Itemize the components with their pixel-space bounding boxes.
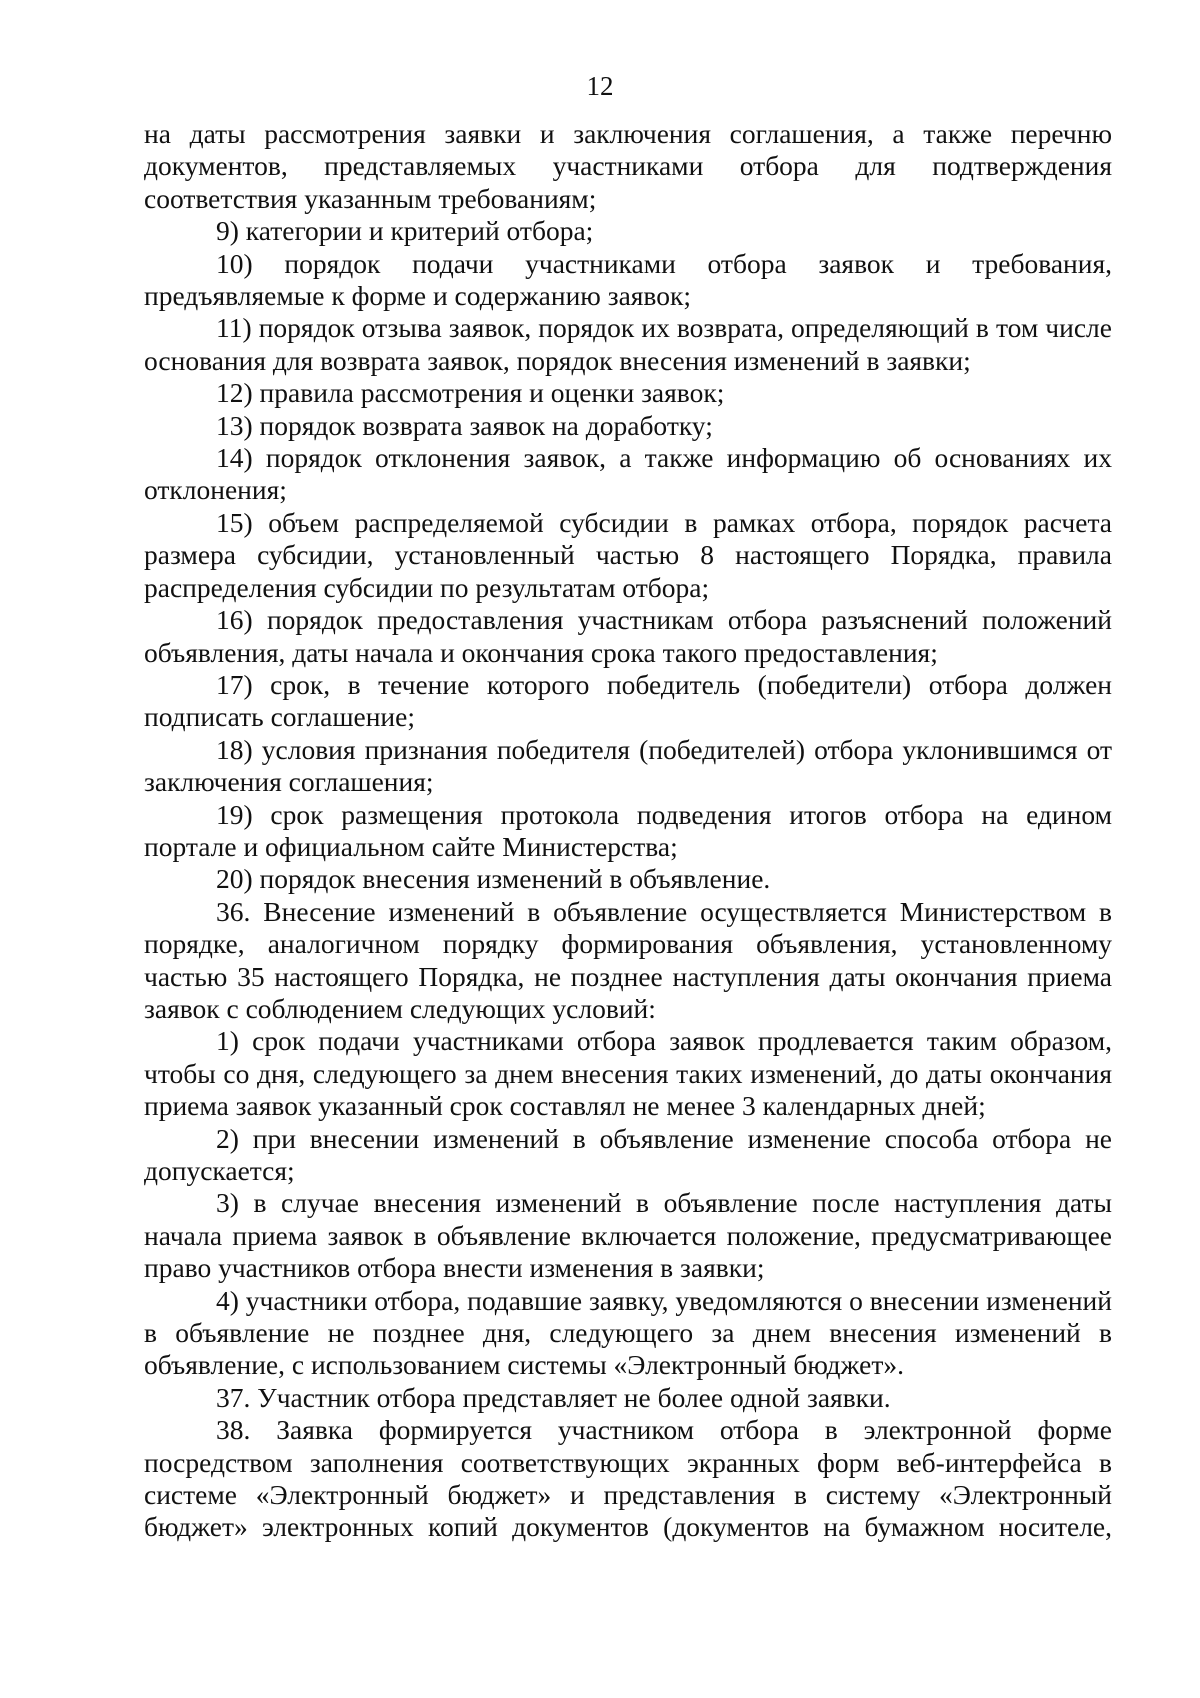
list-item-16: 16) порядок предоставления участникам отбора разъяснений положений объявления, даты начала и окончания срока такого предоставления; xyxy=(144,604,1112,668)
list-item-19: 19) срок размещения протокола подведения итогов отбора на едином портале и официальном сайте Министерства; xyxy=(144,798,1112,862)
list-item-13: 13) порядок возврата заявок на доработку; xyxy=(216,409,713,441)
condition-4: 4) участники отбора, подавшие заявку, уведомляются о внесении изменений в объявление не позднее дня, следующего за днем внесения изменений в объявление, с использованием системы «Электронный бюджет». xyxy=(144,1284,1112,1381)
section-37: 37. Участник отбора представляет не более одной заявки. xyxy=(216,1381,891,1413)
section-36: 36. Внесение изменений в объявление осуществляется Министерством в порядке, аналогичном порядку формирования объявления, установленному частью 35 настоящего Порядка, не позднее наступления даты окончания приема заявок с соблюдением следующих условий: xyxy=(144,895,1112,1024)
paragraph-continuation: на даты рассмотрения заявки и заключения соглашения, а также перечню документов, представляемых участниками отбора для подтверждения соответствия указанным требованиям; xyxy=(144,118,1112,214)
list-item-17: 17) срок, в течение которого победитель (победители) отбора должен подписать соглашение; xyxy=(144,668,1112,733)
condition-2: 2) при внесении изменений в объявление изменение способа отбора не допускается; xyxy=(144,1122,1112,1186)
list-item-9: 9) категории и критерий отбора; xyxy=(216,215,594,247)
page-number: 12 xyxy=(586,71,614,101)
list-item-11: 11) порядок отзыва заявок, порядок их возврата, определяющий в том числе основания для возврата заявок, порядок внесения изменений в заявки; xyxy=(144,312,1112,376)
list-item-10: 10) порядок подачи участниками отбора заявок и требования, предъявляемые к форме и содержанию заявок; xyxy=(144,247,1112,312)
list-item-15: 15) объем распределяемой субсидии в рамках отбора, порядок расчета размера субсидии, установленный частью 8 настоящего Порядка, правила распределения субсидии по результатам отбора; xyxy=(144,506,1112,603)
list-item-20: 20) порядок внесения изменений в объявление. xyxy=(216,863,771,895)
condition-3: 3) в случае внесения изменений в объявление после наступления даты начала приема заявок в объявление включается положение, предусматривающее право участников отбора внести изменения в заявки; xyxy=(144,1187,1112,1284)
section-38: 38. Заявка формируется участником отбора в электронной форме посредством заполнения соответствующих экранных форм веб-интерфейса в системе «Электронный бюджет» и представления в систему «Электронный бюджет» электронных копий документов (документов на бумажном носителе, xyxy=(144,1414,1112,1543)
condition-1: 1) срок подачи участниками отбора заявок продлевается таким образом, чтобы со дня, следующего за днем внесения таких изменений, до даты окончания приема заявок указанный срок составлял не менее 3 календарных дней; xyxy=(144,1025,1112,1122)
list-item-18: 18) условия признания победителя (победителей) отбора уклонившимся от заключения соглашения; xyxy=(144,733,1112,798)
list-item-12: 12) правила рассмотрения и оценки заявок; xyxy=(216,377,725,409)
list-item-14: 14) порядок отклонения заявок, а также информацию об основаниях их отклонения; xyxy=(144,442,1112,506)
document-body xyxy=(144,118,1112,1544)
